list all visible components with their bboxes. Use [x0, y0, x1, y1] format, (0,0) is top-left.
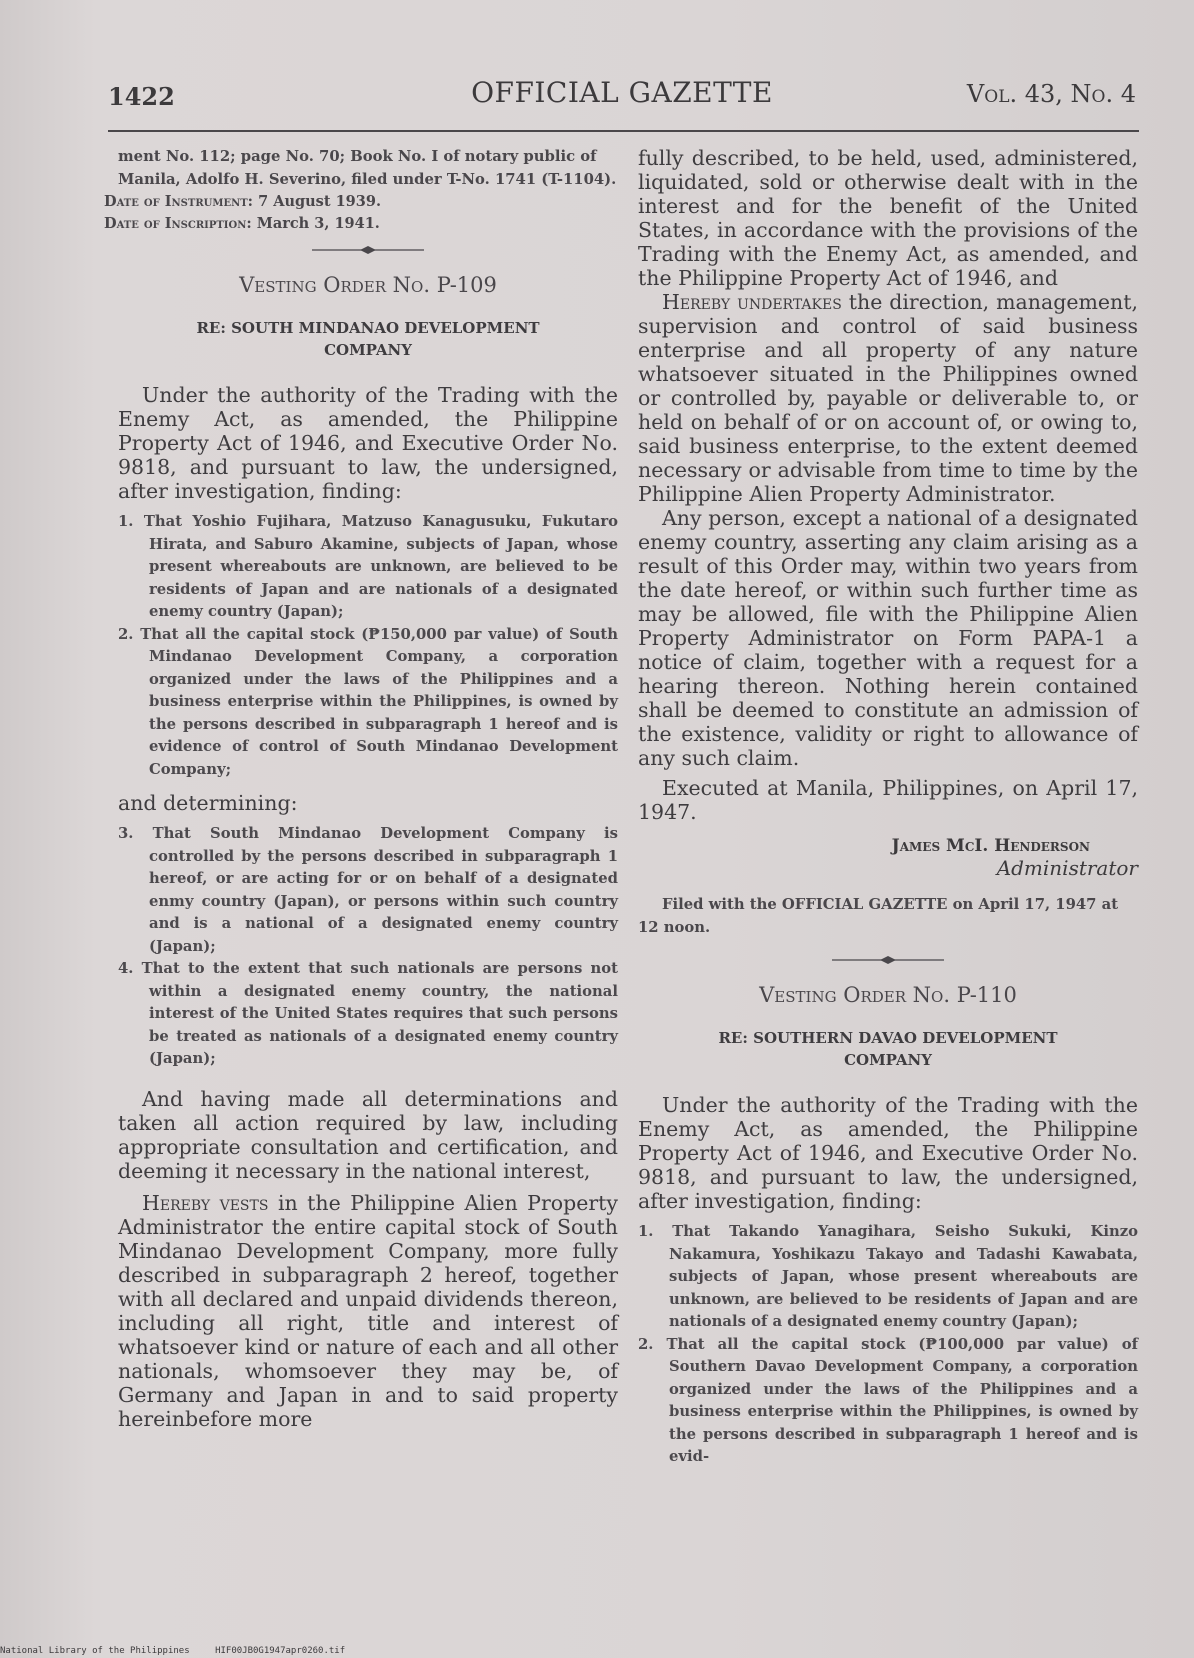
continued-text: fully described, to be held, used, administered, liquidated, sold or otherwise dealt with in the interest and for the benefit of the United States, in accordance with the provisions of the Trading with the Enemy Act, as amended, and the Philippine Property Act of 1946, and	[638, 146, 1138, 290]
volume-number: Vol. 43, No. 4	[966, 80, 1136, 108]
hereby-undertakes-text: the direction, management, supervision and control of said business enterprise and all property of any nature whatsoever situated in the Philippines owned or controlled by, payable or deliverable to, or held on behalf of or on account of, or owing to, said business enterprise, to the extent deemed necessary or advisable from time to time by the Philippine Alien Property Administrator.	[638, 290, 1138, 506]
list-item: 1. That Takando Yanagihara, Seisho Sukuki, Kinzo Nakamura, Yoshikazu Takayo and Tadashi Kawabata, subjects of Japan, whose present whereabouts are unknown, are believed to be residents of Japan and are nationals of a designated enemy country (Japan);	[638, 1223, 1138, 1330]
date-of-instrument	[104, 191, 618, 213]
continued-text: ment No. 112; page No. 70; Book No. I of notary public of Manila, Adolfo H. Severino, filed under T-No. 1741 (T-1104).	[118, 148, 617, 188]
intro-paragraph: Under the authority of the Trading with the Enemy Act, as amended, the Philippine Property Act of 1946, and Executive Order No. 9818, and pursuant to law, the undersigned, after investigation, finding:	[638, 1093, 1138, 1213]
re-heading: RE: SOUTHERN DAVAO DEVELOPMENT COMPANY	[718, 1029, 1058, 1069]
page-header	[108, 72, 1136, 118]
footer-file: HIF00JB0G1947apr0260.tif	[215, 1646, 346, 1656]
any-person-paragraph: Any person, except a national of a designated enemy country, asserting any claim arising as a result of this Order may, within two years from the date hereof, or within such further time as may be allowed, file with the Philippine Alien Property Administrator on Form PAPA-1 a notice of claim, together with a request for a hearing thereon. Nothing herein contained shall be deemed to constitute an admission of the existence, validity or right to allowance of any such claim.	[638, 506, 1138, 770]
signer-title: Administrator	[996, 856, 1138, 880]
section-divider-ornament	[638, 955, 1138, 965]
hereby-vests-label: Hereby vests	[142, 1190, 269, 1215]
section-divider-ornament	[118, 245, 618, 255]
determinations-list	[118, 823, 618, 1071]
right-column	[638, 146, 1138, 1479]
date-of-instrument-label: Date of Instrument:	[104, 193, 253, 210]
and-determining: and determining:	[118, 791, 298, 815]
header-rule	[108, 130, 1139, 132]
having-made-paragraph: And having made all determinations and taken all action required by law, including appropriate consultation and certification, and deeming it necessary in the national interest,	[118, 1086, 618, 1183]
signer-name: James McI. Henderson	[891, 836, 1090, 856]
vesting-order-heading: Vesting Order No. P-110	[759, 983, 1017, 1007]
publication-title: OFFICIAL GAZETTE	[471, 76, 773, 109]
list-item: 3. That South Mindanao Development Company is controlled by the persons described in subparagraph 1 hereof, or are acting for or on behalf of a designated enmy country (Japan), or persons within such country and is a national of a designated enemy country (Japan);	[118, 825, 618, 955]
scan-footer	[0, 1646, 365, 1656]
list-item: 1. That Yoshio Fujihara, Matzuso Kanagusuku, Fukutaro Hirata, and Saburo Akamine, subjects of Japan, whose present whereabouts are unknown, are believed to be residents of Japan and are nationals of a designated enemy country (Japan);	[118, 513, 618, 620]
hereby-undertakes-label: Hereby undertakes	[662, 290, 842, 314]
list-item: 2. That all the capital stock (₱100,000 par value) of Southern Davao Development Company, a corporation organized under the laws of the Philippines and a business enterprise within the Philippines, is owned by the persons described in subparagraph 1 hereof and is evid-	[638, 1335, 1138, 1465]
date-of-inscription-value: March 3, 1941.	[256, 215, 380, 232]
hereby-undertakes-paragraph	[638, 290, 1138, 506]
vesting-order-heading: Vesting Order No. P-109	[239, 273, 497, 297]
filed-notice: Filed with the OFFICIAL GAZETTE on April 17, 1947 at 12 noon.	[638, 896, 1119, 936]
intro-paragraph: Under the authority of the Trading with the Enemy Act, as amended, the Philippine Property Act of 1946, and Executive Order No. 9818, and pursuant to law, the undersigned, after investigation, finding:	[118, 383, 618, 503]
hereby-vests-paragraph	[118, 1191, 618, 1431]
left-column	[104, 146, 618, 1431]
findings-list	[638, 1221, 1138, 1469]
findings-list	[118, 511, 618, 781]
date-of-instrument-value: 7 August 1939.	[258, 193, 381, 210]
date-of-inscription	[104, 213, 618, 235]
re-heading: RE: SOUTH MINDANAO DEVELOPMENT COMPANY	[196, 319, 540, 359]
footer-library: National Library of the Philippines	[0, 1646, 190, 1656]
executed-paragraph: Executed at Manila, Philippines, on April 17, 1947.	[638, 776, 1138, 824]
page-number: 1422	[108, 82, 175, 111]
list-item: 4. That to the extent that such nationals are persons not within a designated enemy country, the national interest of the United States requires that such persons be treated as nationals of a designated enemy country (Japan);	[118, 960, 618, 1067]
date-of-inscription-label: Date of Inscription:	[104, 215, 252, 232]
list-item: 2. That all the capital stock (₱150,000 par value) of South Mindanao Development Company, a corporation organized under the laws of the Philippines and a business enterprise within the Philippines, is owned by the persons described in subparagraph 1 hereof and is evidence of control of South Mindanao Development Company;	[118, 625, 618, 778]
hereby-vests-text: in the Philippine Alien Property Administrator the entire capital stock of South Mindanao Development Company, more fully described in subparagraph 2 hereof, together with all declared and unpaid dividends thereon, including all right, title and interest of whatsoever kind or nature of each and all other nationals, whomsoever they may be, of Germany and Japan in and to said property hereinbefore more	[118, 1190, 618, 1431]
